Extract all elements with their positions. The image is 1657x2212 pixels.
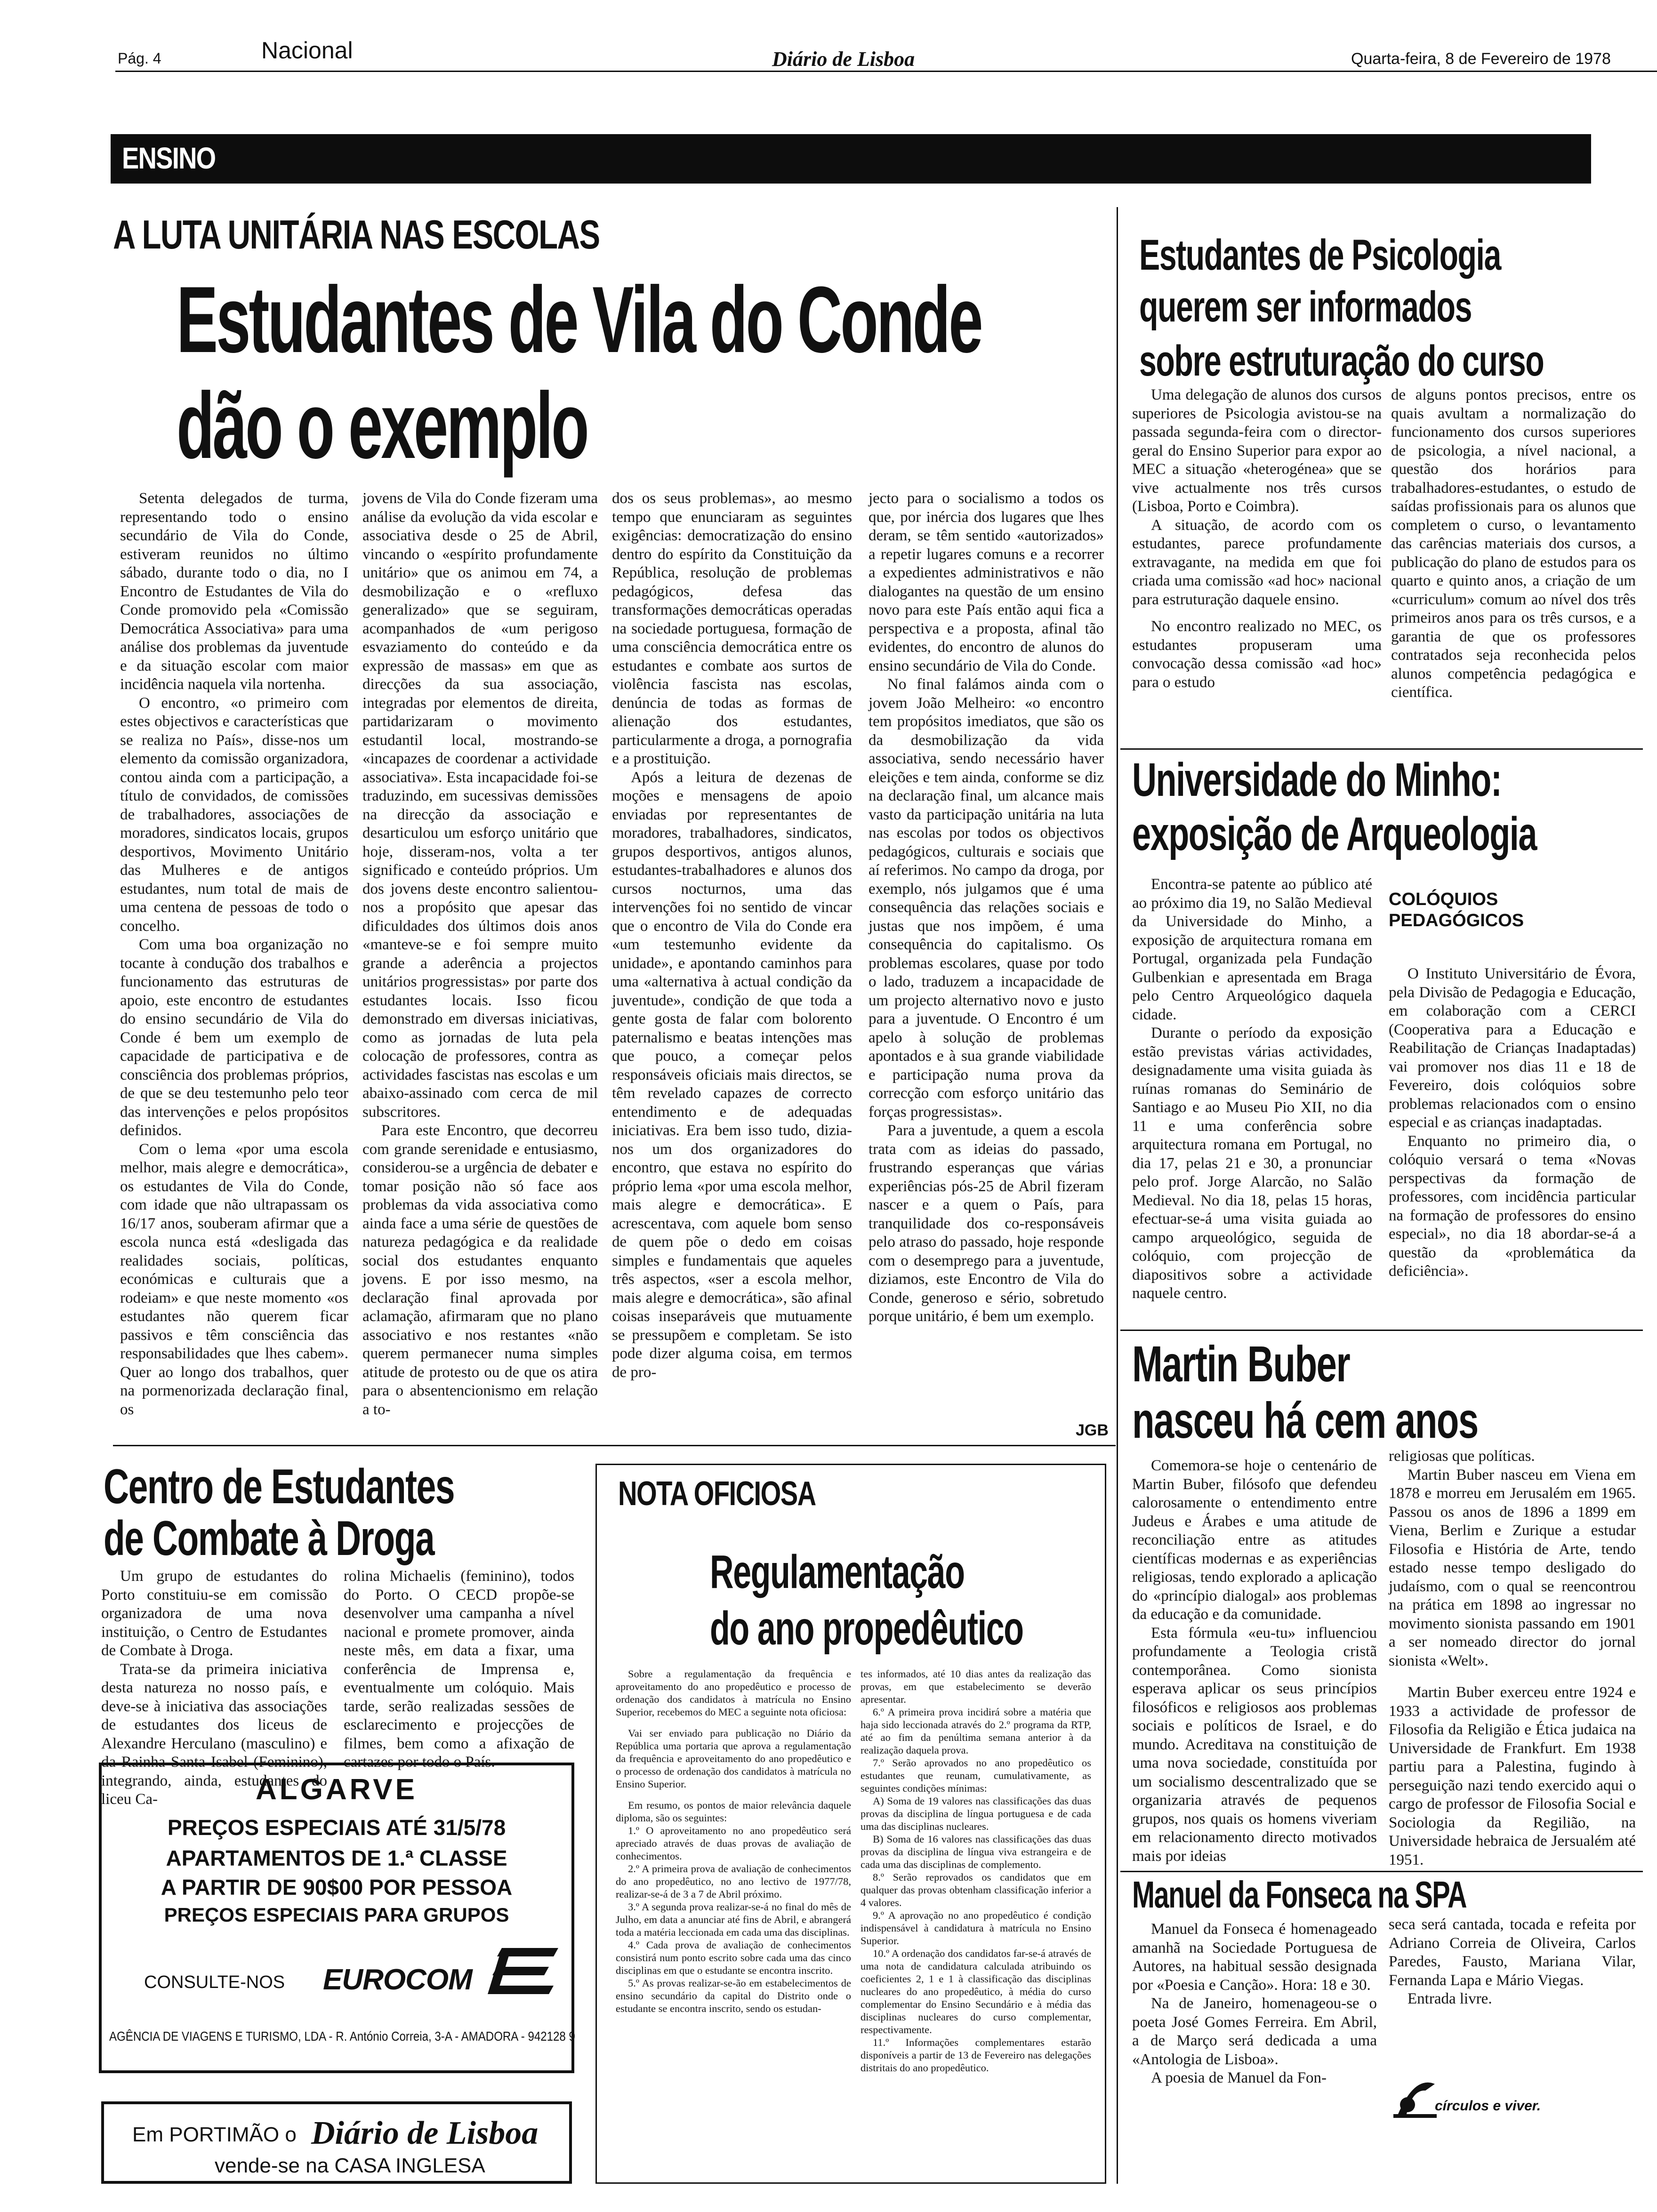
ad-algarve-footer: AGÊNCIA DE VIAGENS E TURISMO, LDA - R. António Correia, 3-A - AMADORA - 942128 9 (109, 2029, 575, 2044)
nota-column-1 (616, 1667, 851, 2015)
section-bar (111, 134, 1591, 184)
psicologia-rule (1120, 748, 1643, 750)
nota-headline-1: Regulamentação (710, 1546, 965, 1598)
section-bar-label: ENSINO (122, 141, 216, 175)
paragraph: religiosas que políticas. (1389, 1448, 1535, 1465)
main-headline-line2: dão o exemplo (177, 373, 587, 478)
paragraph: Sobre a regulamentação da frequência e aproveitamento do ano propedêutico e processo de ordenação dos candidatos à matrícula no Ensino Superior, recebemos do MEC a seguinte nota oficiosa: (616, 1668, 851, 1718)
paragraph: Entrada livre. (1408, 1990, 1492, 2007)
ad-portimao-line2: vende-se na CASA INGLESA (215, 2154, 485, 2177)
paragraph: A situação, de acordo com os estudantes, parece profundamente extravagante, na medida em que foi criada uma comissão «ad hoc» nacional para estruturação daquele ensino. (1132, 516, 1382, 608)
paragraph: 11.º Informações complementares estarão disponíveis a partir de 13 de Fevereiro nas delegações distritais do ano propedêutico. (861, 2036, 1091, 2074)
paragraph: de alguns pontos precisos, entre os quais avultam a normalização do funcionamento dos cursos superiores de psicologia, a nível nacional, a questão dos horários para trabalhadores-estudantes, o estudo de saídas profissionais para os alunos que completem o curso, o levantamento das carências materiais dos cursos, a publicação do plano de estudos para os quarto e quinto anos, a criação de um «curriculum» comum ao nível dos três primeiros anos para os três cursos, e a garantia de que os professores contratados seja reconhecida pelos alunos competência pedagógica e científica. (1391, 386, 1636, 701)
main-column-3 (612, 489, 852, 1382)
paragraph: jovens de Vila do Conde fizeram uma análise da evolução da vida escolar e associativa desde o 25 de Abril, vincando o «espírito profundamente unitário» que os animou em 74, a desmobilização e o «refluxo generalizado» que se seguiram, acompanhados de «um perigoso esvaziamento do conteúdo e da expressão de massas» em que as direcções da sua associação, integradas por elementos de direita, partidarizaram o movimento estudantil local, mostrando-se «incapazes de coordenar a actividade associativa». Esta incapacidade foi-se traduzindo, em sucessivas demissões na direcção da associação e desarticulou um esforço unitário que hoje, disseram-nos, volta a ter significado e conteúdo próprios. Um dos jovens deste encontro salientou-nos a propósito que apesar das dificuldades dos últimos dois anos «manteve-se e foi sempre muito grande a aderência a projectos unitários progressistas» por parte dos estudantes locais. Isso ficou demonstrado em diversas iniciativas, como as jornadas de luta pela colocação de professores, contra as actividades fascistas nas escolas e um abaixo-assinado com cerca de mil subscritores. (362, 490, 598, 1121)
paragraph: Em resumo, os pontos de maior relevância daquele diploma, são os seguintes: (616, 1799, 851, 1824)
newspaper-name: Diário de Lisboa (772, 48, 915, 71)
paragraph: Um grupo de estudantes do Porto constituiu-se em comissão organizadora de uma nova instituição, o Centro de Estudantes de Combate à Droga. (101, 1568, 327, 1659)
paragraph: Com uma boa organização no tocante à condução dos trabalhos e funcionamento das estruturas de apoio, este encontro de estudantes do ensino secundário de Vila do Conde é bem um exemplo de capacidade de participativa e de consciência dos problemas próprios, de que se deu testemunho pelo teor das intervenções e pelos propósitos definidos. (120, 936, 348, 1139)
ad-algarve-title: ALGARVE (255, 1773, 418, 1806)
minho-rule (1120, 1330, 1643, 1331)
main-headline-line1: Estudantes de Vila do Conde (177, 267, 981, 372)
fonseca-column-1 (1132, 1920, 1377, 2088)
buber-column-1 (1132, 1457, 1377, 1866)
ad-algarve-line2: APARTAMENTOS DE 1.ª CLASSE (166, 1846, 507, 1870)
paragraph: O encontro, «o primeiro com estes objectivos e características que se realiza no País», disse-nos um elemento da comissão organizadora, contou ainda com a participação, a título de convidados, de comissões de trabalhadores, associações de moradores, sindicatos locais, grupos desportivos, Movimento Unitário das Mulheres e de antigos estudantes, num total de mais de uma centena de pessoas de todo o concelho. (120, 694, 348, 935)
main-signature: JGB (1076, 1421, 1109, 1439)
paragraph: 3.º A segunda prova realizar-se-á no final do mês de Julho, em data a anunciar até fins de Abril, e abrangerá toda a matéria leccionada em cada uma das disciplinas. (616, 1901, 851, 1938)
paragraph: No final falámos ainda com o jovem João Melheiro: «o encontro tem propósitos imediatos, que são os da desmobilização da vida associativa, sendo necessário haver eleições e tem ainda, conforme se diz na declaração final, um alcance mais vasto da participação unitária na luta nas escolas por todos os objectivos pedagógicos, culturais e sociais que aí referimos. No campo da droga, por exemplo, nós julgamos que é uma consequência das relações sociais e justas que nos impõem, é uma consequência do capitalismo. Os problemas escolares, quase por todo o lado, traduzem a incapacidade de um projecto alternativo novo e justo para a juventude. O Encontro é um apelo à solução de problemas apontados e à sua grande viabilidade e participação numa prova da correcção com esforço unitário das forças progressistas». (869, 676, 1104, 1121)
paragraph: Com o lema «por uma escola melhor, mais alegre e democrática», os estudantes de Vila do Conde, com idade que não ultrapassam os 16/17 anos, souberam afirmar que a escola nunca está «desligada das realidades sociais, políticas, económicas e culturais que a rodeiam» e que neste momento «os estudantes não querem ficar passivos e têm consciência das responsabilidades que lhes cabem». Quer ao longo dos trabalhos, quer na pormenorizada declaração final, os (120, 1140, 348, 1418)
ad-algarve-brand: EUROCOM (323, 1964, 472, 1996)
paragraph: 5.º As provas realizar-se-ão em estabelecimentos de ensino secundário da capital do Distrito onde o estudante se encontra inscrito, sendo os estudan- (616, 1977, 851, 2014)
ad-algarve-line4: PREÇOS ESPECIAIS PARA GRUPOS (164, 1904, 509, 1926)
main-kicker: A LUTA UNITÁRIA NAS ESCOLAS (113, 212, 600, 257)
ad-algarve (99, 1763, 574, 2073)
paragraph: Encontra-se patente ao público até ao próximo dia 19, no Salão Medieval da Universidade do Minho, a exposição de arquitectura romana em Portugal, organizada pela Fundação Gulbenkian e apresentada em Braga pelo Centro Arqueológico daquela cidade. (1132, 876, 1372, 1023)
coloquios-headline-1: COLÓQUIOS (1389, 890, 1498, 909)
minho-headline-2: exposição de Arqueologia (1132, 808, 1536, 860)
nota-column-2 (861, 1667, 1091, 2074)
paragraph: 10.º A ordenação dos candidatos far-se-á através de uma nota de candidatura calculada atribuindo os coeficientes 2, 1 e 1 à classificação das disciplinas nucleares do ano propedêutico, à média do curso complementar do Ensino Secundário e à média das disciplinas nucleares do curso complementar, respectivamente. (861, 1948, 1091, 2036)
paragraph: A poesia de Manuel da Fon- (1151, 2069, 1327, 2086)
paragraph: Martin Buber nasceu em Viena em 1878 e morreu em Jerusalém em 1965. Passou os anos de 1896 a 1899 em Viena, Berlim e Zurique a estudar Filosofia e História de Arte, tendo estado nesse tempo desligado do judaísmo, com o qual se reencontrou na prática em 1898 ao ingressar no movimento sionista passando em 1901 a ser nomeado director do jornal sionista «Welt». (1389, 1466, 1636, 1669)
paragraph: 7.º Serão aprovados no ano propedêutico os estudantes que reunam, cumulativamente, as seguintes condições mínimas: (861, 1757, 1091, 1794)
paragraph: A) Soma de 19 valores nas classificações das duas provas da disciplina de língua portuguesa e de cada uma das disciplinas nucleares. (861, 1795, 1091, 1832)
main-column-2 (362, 489, 598, 1419)
masthead-rule (115, 71, 1657, 72)
droga-column-2 (344, 1567, 574, 1772)
paragraph: Para a juventude, a quem a escola trata com as ideias do passado, frustrando esperanças que várias experiências pós-25 de Abril fizeram nascer e a quem o País, para tranquilidade dos co-responsáveis pelo atraso do passado, hoje responde com o desemprego para a juventude, diziamos, este Encontro de Vila do Conde, generoso e sério, sobretudo porque unitário, é bem um exemplo. (869, 1122, 1104, 1325)
paragraph: Enquanto no primeiro dia, o colóquio versará o tema «Novas perspectivas da formação de professores, com incidência particular na formação de professores do ensino especial», no dia 18 abordar-se-á a questão da «problemática da deficiência». (1389, 1132, 1636, 1280)
psicologia-column-2 (1391, 386, 1636, 702)
paragraph: Para este Encontro, que decorreu com grande serenidade e entusiasmo, considerou-se a urgência de debater e tomar posição não só face aos problemas da vida associativa como ainda face a uma série de questões de natureza pedagógica e da realidade social dos estudantes enquanto jovens. E por isso mesmo, na declaração final aprovada por aclamação, afirmaram que no plano associativo e nos restantes «não querem permanecer numa simples atitude de protesto ou de que os atira para o absentencionismo em relação a to- (362, 1122, 598, 1418)
ad-portimao-prefix: Em PORTIMÃO o (132, 2123, 297, 2146)
minho-text (1132, 875, 1372, 1303)
buber-column-2 (1389, 1447, 1636, 1869)
paragraph: No encontro realizado no MEC, os estudantes propuseram uma convocação dessa comissão «ad hoc» para o estudo (1132, 618, 1382, 691)
paragraph: Esta fórmula «eu-tu» influenciou profundamente a Teologia cristã contemporânea. Como sionista esperava aplicar os seus princípios filosóficos e religiosos aos problemas sociais e políticos de Israel, e do mundo. Acreditava na constituição de uma nova sociedade, constituída por um socialismo descentralizado que se organizaria através de pequenos grupos, nos quais os homens viveriam em relacionamento directo motivados mais por ideias (1132, 1624, 1377, 1865)
nota-oficiosa (595, 1464, 1106, 2184)
paragraph: 8.º Serão reprovados os candidatos que em qualquer das provas obtenham classificação inferior a 4 valores. (861, 1871, 1091, 1908)
fonseca-headline: Manuel da Fonseca na SPA (1132, 1874, 1467, 1915)
paragraph: Uma delegação de alunos dos cursos superiores de Psicologia avistou-se na passada segunda-feira com o director-geral do Ensino Superior para expor ao MEC a situação «heterogénea» que se vive actualmente nos três cursos (Lisboa, Porto e Coimbra). (1132, 386, 1382, 515)
paragraph: 2.º A primeira prova de avaliação de conhecimentos do ano propedêutico, no ano lectivo de 1977/78, realizar-se-á de 3 a 7 de Abril próximo. (616, 1863, 851, 1900)
main-article-rule (113, 1445, 1116, 1446)
paragraph: jecto para o socialismo a todos os que, por inércia dos lugares que lhes deram, se têm sentido «autorizados» a repetir lugares comuns e a recorrer a expedientes administrativos e não dialogantes na questão de um ensino novo para este País então aqui fica a perspectiva e a proposta, afinal tão evidentes, do encontro de alunos do ensino secundário de Vila do Conde. (869, 490, 1104, 674)
paragraph: Setenta delegados de turma, representando todo o ensino secundário de Vila do Conde, estiveram reunidos no último sábado, durante todo o dia, no I Encontro de Estudantes de Vila do Conde promovido pela «Comissão Democrática Associativa» para uma análise dos problemas da juventude e da situação escolar com maior incidência naquela vila nortenha. (120, 490, 348, 693)
ad-algarve-line1: PREÇOS ESPECIAIS ATÉ 31/5/78 (167, 1815, 506, 1840)
psicologia-headline-3: sobre estruturação do curso (1139, 337, 1544, 385)
paragraph: rolina Michaelis (feminino), todos do Porto. O CECD propõe-se desenvolver uma campanha a nível nacional e promete promover, ainda neste mês, em data a fixar, uma conferência de Imprensa e, eventualmente um colóquio. Mais tarde, serão realizadas sessões de esclarecimento e projecções de filmes, bem como a afixação de cartazes por todo o País. (344, 1568, 574, 1771)
paragraph: Na de Janeiro, homenageou-se o poeta José Gomes Ferreira. Em Abril, a de Março será dedicada a uma «Antologia de Lisboa». (1132, 1995, 1377, 2068)
paragraph: Comemora-se hoje o centenário de Martin Buber, filósofo que defendeu calorosamente o entendimento entre Judeus e Árabes e uma atitude de reconciliação entre as atitudes científicas modernas e as experiências religiosas, tendo explorado a aplicação do «princípio dialogal» aos problemas da educação e da comunidade. (1132, 1457, 1377, 1623)
paragraph: O Instituto Universitário de Évora, pela Divisão de Pedagogia e Educação, em colaboração com a CERCI (Cooperativa para a Educação e Reabilitação de Crianças Inadaptadas) vai promover nos dias 11 e 18 de Fevereiro, dois colóquios sobre problemas relacionados com o ensino especial e as crianças inadaptadas. (1389, 965, 1636, 1131)
masthead (0, 0, 1657, 75)
droga-headline-1: Centro de Estudantes (104, 1459, 455, 1514)
nota-label: NOTA OFICIOSA (618, 1475, 816, 1513)
nota-headline-2: do ano propedêutico (710, 1602, 1023, 1655)
page-number: Pág. 4 (118, 50, 161, 67)
paragraph: 9.º A aprovação no ano propedêutico é condição indispensável à candidatura à matrícula no Ensino Superior. (861, 1909, 1091, 1947)
droga-headline-2: de Combate à Droga (104, 1511, 434, 1566)
ad-portimao (101, 2101, 572, 2184)
paragraph: B) Soma de 16 valores nas classificações das duas provas da disciplina de língua viva estrangeira e de cada uma das disciplinas de complemento. (861, 1833, 1091, 1870)
fonseca-column-2 (1389, 1915, 1636, 2009)
psicologia-headline-2: querem ser informados (1139, 283, 1472, 331)
buber-rule (1120, 1871, 1643, 1872)
circulos-logo (1389, 2071, 1577, 2123)
paragraph: 4.º Cada prova de avaliação de conhecimentos consistirá num ponto escrito sobre cada uma das cinco disciplinas em que o estudante se encontra inscrito. (616, 1939, 851, 1976)
circulos-logo-icon (1389, 2071, 1440, 2123)
ad-portimao-paper: Diário de Lisboa (311, 2115, 539, 2151)
paragraph: Após a leitura de dezenas de moções e mensagens de apoio enviadas por representantes de moradores, trabalhadores, sindicatos, grupos desportivos, antigos alunos, estudantes-trabalhadores e alunos dos cursos nocturnos, uma das intervenções foi no sentido de vincar que o encontro de Vila do Conde era «um testemunho evidente da unidade», e apontando caminhos para uma «alternativa à actual condição da juventude», condição de que toda a gente gosta de falar com bolorento paternalismo e beatas intenções mas que pouco, a começar pelos responsáveis oficiais mais directos, se têm revelado capazes de correcto entendimento e de adequadas iniciativas. Era bem isso tudo, dizia-nos um dos organizadores do encontro, que estava no espírito do próprio lema «por uma escola melhor, mais alegre e democrática». E acrescentava, com aquele bom senso de quem põe o dedo em coisas simples e fundamentais que aqueles três aspectos, «ser a escola melhor, mais alegre e democrática», são afinal coisas inseparáveis que mutuamente se pressupõem e completam. Se isto pode dizer alguma coisa, em termos de pro- (612, 769, 852, 1381)
circulos-logo-text: círculos e viver. (1435, 2098, 1541, 2114)
buber-headline-2: nasceu há cem anos (1132, 1392, 1478, 1449)
paragraph: Martin Buber exerceu entre 1924 e 1933 a actividade de professor de Filosofia da Religião e Ética judaica na Universidade de Frankfurt. Em 1938 partiu para a Palestina, fugindo à perseguição nazi tendo exercido aqui o cargo de professor de Filosofia Social e Sociologia da Regilião, na Universidade hebraica de Jersualém até 1951. (1389, 1684, 1636, 1868)
buber-headline-1: Martin Buber (1132, 1335, 1350, 1392)
section-name: Nacional (261, 37, 353, 64)
ad-algarve-line3: A PARTIR DE 90$00 POR PESSOA (161, 1875, 513, 1899)
paragraph: Manuel da Fonseca é homenageado amanhã na Sociedade Portuguesa de Autores, na habitual sessão designada por «Poesia e Canção». Hora: 18 e 30. (1132, 1921, 1377, 1994)
minho-headline-1: Universidade do Minho: (1132, 753, 1502, 806)
paragraph: 1.º O aproveitamento no ano propedêutico será apreciado através de duas provas de avaliação de conhecimentos. (616, 1825, 851, 1862)
ad-algarve-consult: CONSULTE-NOS (144, 1972, 285, 1992)
issue-date: Quarta-feira, 8 de Fevereiro de 1978 (1351, 50, 1611, 68)
paragraph: Durante o período da exposição estão previstas várias actividades, designadamente uma visita guiada às ruínas romanas do Seminário de Santiago e ao Museu Pio XII, no dia 11 e uma conferência sobre arquitectura romana em Portugal, no dia 17, pelas 21 e 30, a pronunciar pelo prof. Jorge Alarcão, no Salão Medieval. No dia 18, pelas 15 horas, efectuar-se-á uma visita guiada ao campo arqueológico, seguida de colóquio, com projecção de diapositivos sobre a actividade naquele centro. (1132, 1025, 1372, 1302)
paragraph: dos os seus problemas», ao mesmo tempo que enunciaram as seguintes exigências: democratização do ensino dentro do espírito da Constituição da República, resolução de problemas pedagógicos, defesa das transformações democráticas operadas na sociedade portuguesa, formação de uma consciência democrática entre os estudantes e combate aos surtos de violência fascista nas escolas, denúncia de todas as formas de alienação dos estudantes, particularmente a droga, a pornografia e a prostituição. (612, 490, 852, 767)
paragraph: tes informados, até 10 dias antes da realização das provas, em que estabelecimento se deverão apresentar. (861, 1668, 1091, 1705)
psicologia-column-1 (1132, 386, 1382, 692)
eurocom-logo-icon (488, 1948, 563, 1995)
paragraph: seca será cantada, tocada e refeita por Adriano Correia de Oliveira, Carlos Paredes, Fausto, Mariana Vilar, Fernanda Lapa e Mário Viegas. (1389, 1916, 1636, 1989)
paragraph: Vai ser enviado para publicação no Diário da República uma portaria que aprova a regulamentação da frequência e aproveitamento do ano propedêutico e o processo de ordenação dos candidatos à matrícula no Ensino Superior. (616, 1727, 851, 1790)
coloquios-text (1389, 965, 1636, 1281)
column-divider (1117, 207, 1118, 2184)
main-column-1 (120, 489, 348, 1419)
coloquios-headline-2: PEDAGÓGICOS (1389, 911, 1524, 930)
paragraph: Trata-se da primeira iniciativa desta natureza no nosso país, e deve-se à iniciativa das associações de estudantes dos liceus de Alexandre Herculano (masculino) e da Rainha Santa Isabel (Feminino), integrando, ainda, estudantes do liceu Ca- (101, 1660, 327, 1808)
main-column-4 (869, 489, 1104, 1326)
psicologia-headline-1: Estudantes de Psicologia (1139, 231, 1501, 279)
paragraph: 6.º A primeira prova incidirá sobre a matéria que haja sido leccionada através do 2.º programa da RTP, até ao fim da penúltima semana anterior à da realização daquela prova. (861, 1706, 1091, 1756)
